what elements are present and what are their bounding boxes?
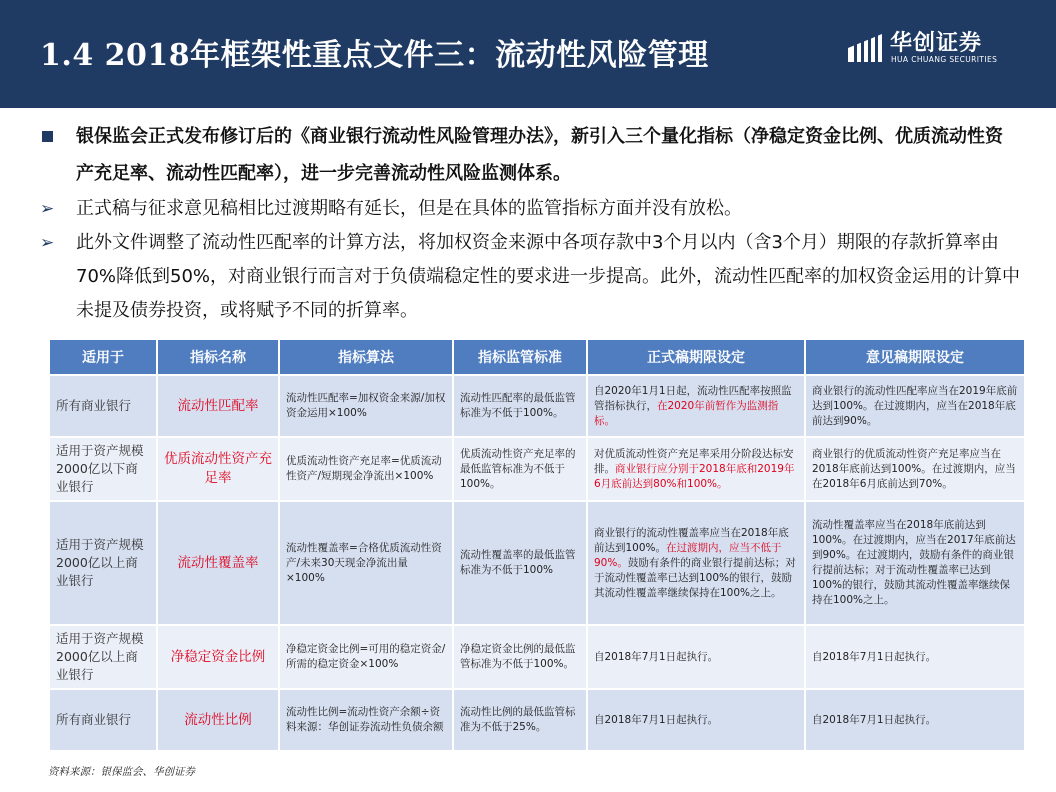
formula-cell: 流动性比例=流动性资产余额÷资料来源：华创证券流动性负债余额 (279, 689, 453, 751)
arrow-bullet-icon: ➢ (40, 233, 55, 253)
company-logo (846, 26, 1036, 70)
table-header-row (49, 339, 1025, 375)
logo-mark-icon (846, 28, 884, 64)
indicator-name-cell: 流动性匹配率 (157, 375, 279, 437)
table-row (49, 501, 1025, 625)
formula-cell: 净稳定资金比例=可用的稳定资金/所需的稳定资金×100% (279, 625, 453, 689)
logo-text-en: HUA CHUANG SECURITIES (891, 55, 998, 64)
slide-title: 1.4 2018年框架性重点文件三：流动性风险管理 (40, 38, 709, 73)
final-deadline-text: 商业银行的流动性覆盖率应当在2018年底前达到100%。 (594, 526, 789, 554)
scope-cell: 适用于资产规模2000亿以上商业银行 (49, 501, 157, 625)
final-deadline-cell (587, 375, 805, 437)
table-row (49, 689, 1025, 751)
final-deadline-text-rest: 鼓励有条件的商业银行提前达标；对于流动性覆盖率已达到100%的银行，鼓励其流动性覆盖率继续保持在100%之上。 (594, 556, 796, 599)
scope-cell: 适用于资产规模2000亿以上商业银行 (49, 625, 157, 689)
scope-cell: 所有商业银行 (49, 689, 157, 751)
draft-deadline-cell: 自2018年7月1日起执行。 (805, 625, 1025, 689)
bullet-list (40, 118, 1020, 328)
draft-deadline-cell: 自2018年7月1日起执行。 (805, 689, 1025, 751)
logo-text-cn: 华创证券 (890, 31, 983, 56)
standard-cell: 流动性匹配率的最低监管标准为不低于100%。 (453, 375, 587, 437)
final-deadline-highlight: 在过渡期内，应当不低于90%。 (594, 541, 782, 569)
final-deadline-cell (587, 437, 805, 501)
final-deadline-text: 对优质流动性资产充足率采用分阶段达标安排。 (594, 447, 794, 475)
formula-cell: 优质流动性资产充足率=优质流动性资产/短期现金净流出×100% (279, 437, 453, 501)
sub-bullet (40, 192, 1020, 226)
column-header: 指标名称 (157, 339, 279, 375)
scope-cell: 所有商业银行 (49, 375, 157, 437)
sub-bullet-text: 正式稿与征求意见稿相比过渡期略有延长，但是在具体的监管指标方面并没有放松。 (76, 198, 742, 219)
final-deadline-text: 自2018年7月1日起执行。 (594, 713, 719, 726)
table-row (49, 625, 1025, 689)
scope-cell: 适用于资产规模2000亿以下商业银行 (49, 437, 157, 501)
arrow-bullet-icon: ➢ (40, 199, 55, 219)
title-bar (0, 0, 1056, 108)
standard-cell: 净稳定资金比例的最低监管标准为不低于100%。 (453, 625, 587, 689)
final-deadline-highlight: 在2020年前暂作为监测指标。 (594, 399, 779, 427)
column-header: 正式稿期限设定 (587, 339, 805, 375)
draft-deadline-cell: 商业银行的优质流动性资产充足率应当在2018年底前达到100%。在过渡期内，应当在2018年6月底前达到70%。 (805, 437, 1025, 501)
indicator-name-cell: 优质流动性资产充足率 (157, 437, 279, 501)
indicator-name-cell: 净稳定资金比例 (157, 625, 279, 689)
square-bullet-icon (42, 131, 53, 142)
final-deadline-text: 自2020年1月1日起，流动性匹配率按照监管指标执行， (594, 384, 792, 412)
final-deadline-cell (587, 689, 805, 751)
main-bullet-text: 银保监会正式发布修订后的《商业银行流动性风险管理办法》，新引入三个量化指标（净稳定资金比例、优质流动性资产充足率、流动性匹配率），进一步完善流动性风险监测体系。 (76, 126, 1003, 184)
draft-deadline-cell: 流动性覆盖率应当在2018年底前达到100%。在过渡期内，应当在2017年底前达到90%。在过渡期内，鼓励有条件的商业银行提前达标；对于流动性覆盖率已达到100%的银行，鼓励其流动性覆盖率继续保持在100%之上。 (805, 501, 1025, 625)
final-deadline-highlight: 商业银行应分别于2018年底和2019年6月底前达到80%和100%。 (594, 462, 795, 490)
liquidity-indicators-table (48, 338, 1026, 752)
source-note: 资料来源：银保监会、华创证券 (48, 766, 195, 778)
standard-cell: 流动性比例的最低监管标准为不低于25%。 (453, 689, 587, 751)
formula-cell: 流动性匹配率=加权资金来源/加权资金运用×100% (279, 375, 453, 437)
column-header: 意见稿期限设定 (805, 339, 1025, 375)
final-deadline-text: 自2018年7月1日起执行。 (594, 650, 719, 663)
column-header: 指标算法 (279, 339, 453, 375)
standard-cell: 优质流动性资产充足率的最低监管标准为不低于100%。 (453, 437, 587, 501)
column-header: 指标监管标准 (453, 339, 587, 375)
final-deadline-cell (587, 501, 805, 625)
table-row (49, 437, 1025, 501)
main-bullet (40, 118, 1020, 192)
column-header: 适用于 (49, 339, 157, 375)
indicator-name-cell: 流动性比例 (157, 689, 279, 751)
table-row (49, 375, 1025, 437)
formula-cell: 流动性覆盖率=合格优质流动性资产/未来30天现金净流出量×100% (279, 501, 453, 625)
sub-bullet (40, 226, 1020, 328)
sub-bullet-text: 此外文件调整了流动性匹配率的计算方法，将加权资金来源中各项存款中3个月以内（含3个月）期限的存款折算率由70%降低到50%，对商业银行而言对于负债端稳定性的要求进一步提高。此外，流动性匹配率的加权资金运用的计算中未提及债券投资，或将赋予不同的折算率。 (76, 232, 1021, 321)
final-deadline-cell (587, 625, 805, 689)
indicator-name-cell: 流动性覆盖率 (157, 501, 279, 625)
draft-deadline-cell: 商业银行的流动性匹配率应当在2019年底前达到100%。在过渡期内，应当在2018年底前达到90%。 (805, 375, 1025, 437)
standard-cell: 流动性覆盖率的最低监管标准为不低于100% (453, 501, 587, 625)
